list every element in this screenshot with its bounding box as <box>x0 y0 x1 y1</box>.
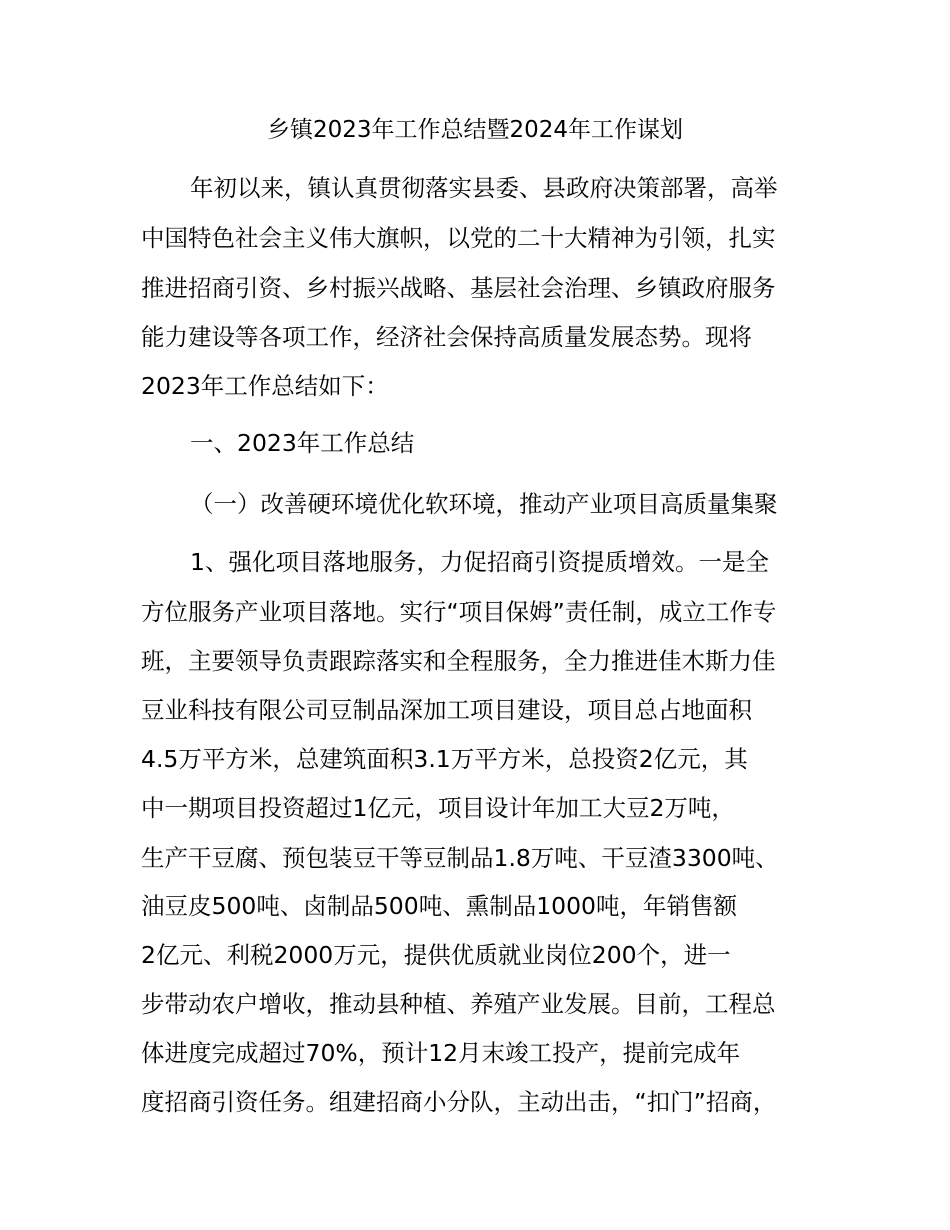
subsection-heading: （一）改善硬环境优化软环境，推动产业项目高质量集聚 <box>190 490 778 518</box>
paragraph-line: 1、强化项目落地服务，力促招商引资提质增效。一是全 <box>190 548 769 576</box>
paragraph-line: 中一期项目投资超过1亿元，项目设计年加工大豆2万吨， <box>141 794 735 822</box>
paragraph-line: 豆业科技有限公司豆制品深加工项目建设，项目总占地面积 <box>141 696 752 724</box>
paragraph-line: 中国特色社会主义伟大旗帜，以党的二十大精神为引领，扎实 <box>141 224 776 252</box>
paragraph-line: 推进招商引资、乡村振兴战略、基层社会治理、乡镇政府服务 <box>141 274 776 302</box>
paragraph-line: 能力建设等各项工作，经济社会保持高质量发展态势。现将 <box>141 323 752 351</box>
section-heading: 一、2023年工作总结 <box>190 429 415 457</box>
paragraph-line: 班，主要领导负责跟踪落实和全程服务，全力推进佳木斯力佳 <box>141 647 776 675</box>
paragraph-line: 度招商引资任务。组建招商小分队，主动出击，“扣门”招商， <box>141 1088 777 1116</box>
paragraph-line: 4.5万平方米，总建筑面积3.1万平方米，总投资2亿元，其 <box>141 745 748 773</box>
paragraph-line: 年初以来，镇认真贯彻落实县委、县政府决策部署，高举 <box>190 174 778 202</box>
paragraph-line: 体进度完成超过70%，预计12月末竣工投产，提前完成年 <box>141 1039 741 1067</box>
paragraph-line: 生产干豆腐、预包装豆干等豆制品1.8万吨、干豆渣3300吨、 <box>141 844 779 872</box>
paragraph-line: 2023年工作总结如下： <box>141 372 389 400</box>
document-title: 乡镇2023年工作总结暨2024年工作谋划 <box>266 117 684 143</box>
paragraph-line: 步带动农户增收，推动县种植、养殖产业发展。目前，工程总 <box>141 990 776 1018</box>
paragraph-line: 2亿元、利税2000万元，提供优质就业岗位200个，进一 <box>141 941 731 969</box>
paragraph-line: 油豆皮500吨、卤制品500吨、熏制品1000吨，年销售额 <box>141 892 738 920</box>
paragraph-line: 方位服务产业项目落地。实行“项目保姆”责任制，成立工作专 <box>141 598 777 626</box>
